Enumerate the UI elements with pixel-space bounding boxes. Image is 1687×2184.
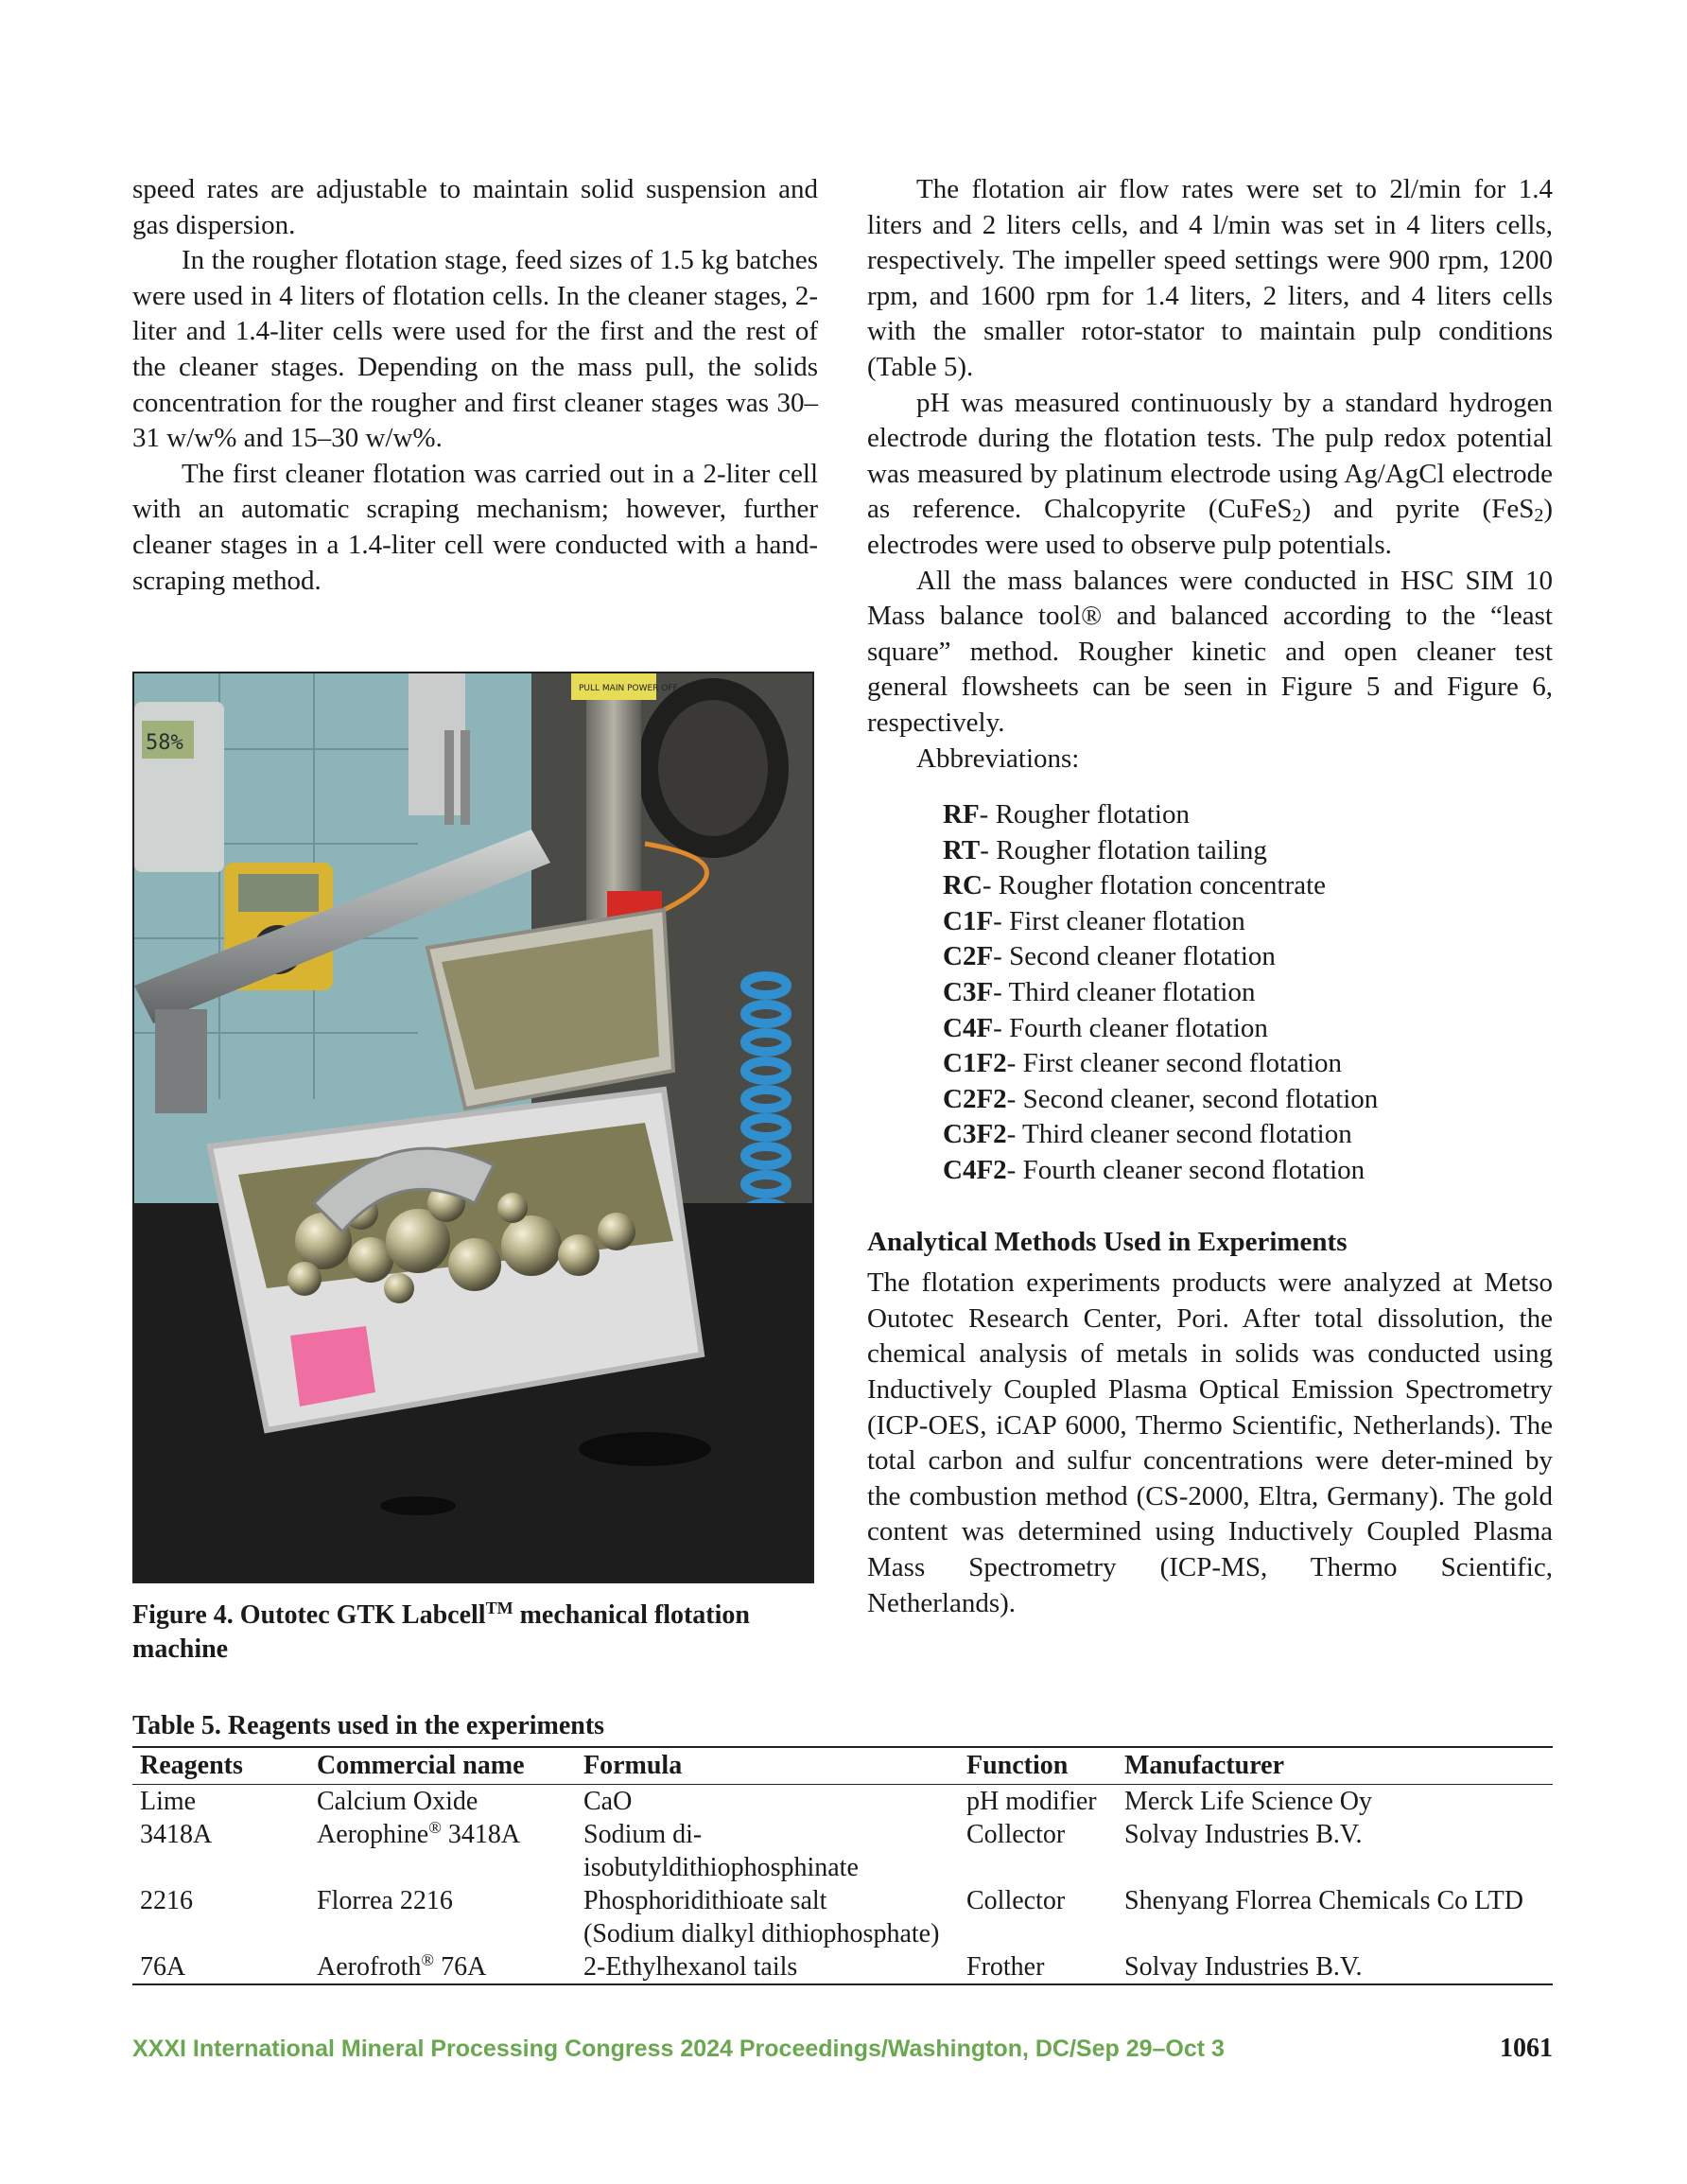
list-item xyxy=(943,868,1553,904)
left-column xyxy=(132,172,818,599)
table-cell: Collector xyxy=(966,1820,1066,1849)
abbr-code: C3F2 xyxy=(943,1119,1007,1150)
table-title: Table 5. Reagents used in the experiments xyxy=(132,1711,605,1740)
abbr-code: RF xyxy=(943,799,980,830)
table-cell: Frother xyxy=(959,1950,1117,1984)
abbr-code: RC xyxy=(943,870,983,901)
footer-conference-title: XXXI International Mineral Processing Congress 2024 Proceedings/Washington, DC/Sep 29–Oct 3 xyxy=(132,2035,1225,2062)
abbr-code: C4F2 xyxy=(943,1155,1007,1186)
abbr-code: C1F xyxy=(943,905,994,936)
paragraph: All the mass balances were conducted in HSC SIM 10 Mass balance tool® and balanced according to the “least square” method. Rougher kinetic and open cleaner test general flowsheets can be seen in Figure 5 and Figure 6, respectively. xyxy=(867,565,1553,738)
cell-text: CaO xyxy=(583,1787,633,1816)
list-item xyxy=(943,1046,1553,1082)
table-cell: Collector xyxy=(966,1886,1066,1915)
cell-text: Calcium Oxide xyxy=(317,1787,478,1816)
list-item xyxy=(943,797,1553,833)
abbr-text: - Rougher flotation concentrate xyxy=(982,870,1327,901)
right-column xyxy=(867,172,1553,1621)
table-row xyxy=(132,1884,1553,1950)
list-item xyxy=(943,975,1553,1011)
column-header: Function xyxy=(959,1747,1117,1785)
paragraph: In the rougher flotation stage, feed sizes of 1.5 kg batches were used in 4 liters of flotation cells. In the cleaner stages, 2-liter and 1.4-liter cells were used for the first and the rest of the cleaner stages. Depending on the mass pull, the solids concentration for the rougher and first cleaner stages was 30–31 w/w% and 15–30 w/w%. xyxy=(132,245,818,454)
table-cell xyxy=(309,1785,576,1819)
caption-text: Figure 4. Outotec GTK Labcell xyxy=(132,1600,486,1630)
caption-text: mechanical flotation machine xyxy=(132,1600,750,1664)
cell-text: 2-Ethylhexanol tails xyxy=(583,1952,798,1982)
table-cell xyxy=(309,1818,576,1884)
cell-superscript: ® xyxy=(421,1950,435,1969)
flotation-machine-illustration xyxy=(134,673,812,1581)
cell-text: 3418A xyxy=(441,1820,521,1849)
list-item xyxy=(943,939,1553,975)
table-cell: Shenyang Florrea Chemicals Co LTD xyxy=(1124,1886,1524,1915)
abbr-text: - Third cleaner second flotation xyxy=(1006,1119,1352,1150)
table-header-row xyxy=(132,1747,1553,1785)
page-number: 1061 xyxy=(1500,2034,1553,2063)
cell-text: Florrea 2216 xyxy=(317,1886,453,1915)
table-cell: 76A xyxy=(132,1950,309,1984)
reagents-table-block xyxy=(132,1710,1553,1985)
list-item xyxy=(943,1117,1553,1153)
table-cell: Solvay Industries B.V. xyxy=(1124,1820,1363,1849)
reagents-table xyxy=(132,1746,1553,1985)
table-cell xyxy=(576,1785,959,1819)
paragraph: The flotation air flow rates were set to 2l/min for 1.4 liters and 2 liters cells, and 4 l/min was set in 4 liters cells, respectively. The impeller speed settings were 900 rpm, 1200 rpm, and 1600 rpm for 1.4 liters, 2 liters, and 4 liters cells with the smaller rotor-stator to maintain pulp conditions (Table 5). xyxy=(867,174,1553,382)
list-item xyxy=(943,904,1553,940)
paragraph: The first cleaner flotation was carried out in a 2-liter cell with an automatic scraping mechanism; however, further cleaner stages in a 1.4-liter cell were conducted with a hand-scraping method. xyxy=(132,458,818,596)
cell-superscript: ® xyxy=(428,1818,442,1837)
list-item xyxy=(943,1011,1553,1047)
subscript: 2 xyxy=(1534,505,1544,527)
abbreviation-list xyxy=(867,797,1553,1189)
abbr-text: - First cleaner second flotation xyxy=(1006,1048,1343,1079)
cell-text: (Sodium dialkyl dithiophosphate) xyxy=(583,1919,940,1948)
abbr-code: C4F xyxy=(943,1012,994,1043)
abbr-text: - Rougher flotation tailing xyxy=(980,834,1267,865)
abbr-code: C2F2 xyxy=(943,1083,1007,1114)
table-cell xyxy=(576,1818,959,1884)
table-cell: Solvay Industries B.V. xyxy=(1117,1950,1553,1984)
cell-text: 76A xyxy=(434,1952,487,1982)
abbr-text: - First cleaner flotation xyxy=(993,905,1245,936)
page-footer xyxy=(132,2035,1553,2073)
table-cell xyxy=(576,1950,959,1984)
text-span: pH was measured continuously by a standard hydrogen electrode during the flotation tests. The pulp redox potential was measured by platinum electrode using Ag/AgCl electrode as reference. Chalcopyrite (CuFeS xyxy=(867,387,1553,525)
table-cell: Merck Life Science Oy xyxy=(1124,1787,1372,1816)
table-row xyxy=(132,1818,1553,1884)
table-cell: pH modifier xyxy=(966,1787,1097,1816)
section-heading: Analytical Methods Used in Experiments xyxy=(867,1226,1348,1257)
abbreviations-title: Abbreviations: xyxy=(916,743,1080,774)
abbr-text: - Rougher flotation xyxy=(979,799,1190,830)
table-cell xyxy=(309,1884,576,1950)
table-row xyxy=(132,1950,1553,1984)
subscript: 2 xyxy=(1292,505,1302,527)
paragraph: speed rates are adjustable to maintain solid suspension and gas dispersion. xyxy=(132,174,818,240)
cell-text: Aerofroth xyxy=(317,1952,422,1982)
paragraph: The flotation experiments products were analyzed at Metso Outotec Research Center, Pori. After total dissolution, the chemical analysis of metals in solids was conducted using Inductively Coupled Plasma Optical Emission Spectrometry (ICP-OES, iCAP 6000, Thermo Scientific, Netherlands). The total carbon and sulfur concentrations were deter-mined by the combustion method (CS-2000, Eltra, Germany). The gold content was determined using Inductively Coupled Plasma Mass Spectrometry (ICP-MS, Thermo Scientific, Netherlands). xyxy=(867,1267,1553,1618)
column-header: Manufacturer xyxy=(1117,1747,1553,1785)
figure-caption xyxy=(132,1599,814,1667)
text-span: ) electrodes were used to observe pulp potentials. xyxy=(867,494,1553,560)
table-cell: 3418A xyxy=(140,1820,213,1849)
abbr-code: RT xyxy=(943,834,981,865)
column-header: Commercial name xyxy=(309,1747,576,1785)
abbr-text: - Second cleaner flotation xyxy=(993,941,1276,972)
table-cell: 2216 xyxy=(140,1886,193,1915)
abbr-code: C2F xyxy=(943,941,994,972)
table-row xyxy=(132,1785,1553,1819)
cell-text: Phosphoridithioate salt xyxy=(583,1886,827,1915)
meter-reading: 58% xyxy=(146,731,183,755)
table-cell: Lime xyxy=(140,1787,197,1816)
column-header: Formula xyxy=(576,1747,959,1785)
text-span: ) and pyrite (FeS xyxy=(1301,494,1535,525)
abbr-text: - Fourth cleaner second flotation xyxy=(1006,1155,1365,1186)
abbr-text: - Fourth cleaner flotation xyxy=(993,1012,1268,1043)
list-item xyxy=(943,1082,1553,1118)
cell-text: Sodium di- xyxy=(583,1820,703,1849)
caption-superscript: TM xyxy=(485,1599,513,1617)
abbr-code: C1F2 xyxy=(943,1048,1007,1079)
table-cell xyxy=(309,1950,576,1984)
figure-photo xyxy=(132,672,814,1583)
abbr-text: - Third cleaner flotation xyxy=(993,977,1256,1008)
table-cell xyxy=(576,1884,959,1950)
abbr-text: - Second cleaner, second flotation xyxy=(1006,1083,1379,1114)
list-item xyxy=(943,833,1553,869)
cell-text: Aerophine xyxy=(317,1820,429,1849)
abbr-code: C3F xyxy=(943,977,994,1008)
cell-text: isobutyldithiophosphinate xyxy=(583,1853,859,1882)
column-header: Reagents xyxy=(132,1747,309,1785)
warning-label: PULL MAIN POWER OFF xyxy=(579,684,678,693)
list-item xyxy=(943,1153,1553,1189)
paragraph xyxy=(867,386,1553,564)
